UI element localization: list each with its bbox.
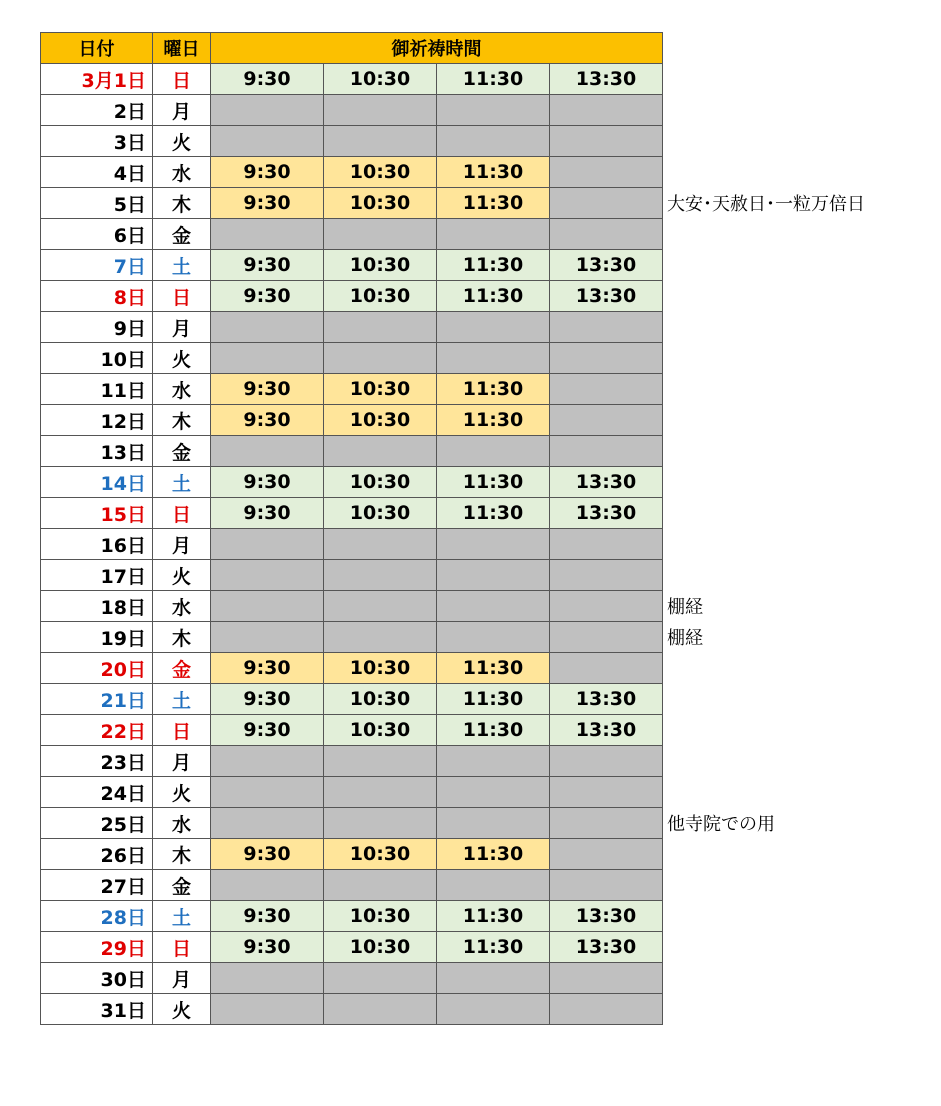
closed-slot-cell (211, 560, 324, 591)
weekday-cell: 木 (153, 188, 211, 219)
weekday-cell: 土 (153, 684, 211, 715)
schedule-row (41, 746, 663, 777)
time-slot-cell: 13:30 (550, 932, 663, 963)
time-slot-cell: 11:30 (437, 157, 550, 188)
closed-slot-cell (211, 529, 324, 560)
time-slot-cell: 9:30 (211, 932, 324, 963)
closed-slot-cell (550, 436, 663, 467)
closed-slot-cell (211, 312, 324, 343)
date-cell: 29日 (41, 932, 153, 963)
closed-slot-cell (437, 126, 550, 157)
closed-slot-cell (550, 777, 663, 808)
weekday-cell: 日 (153, 64, 211, 95)
time-slot-cell: 9:30 (211, 839, 324, 870)
weekday-cell: 水 (153, 157, 211, 188)
closed-slot-cell (550, 994, 663, 1025)
closed-slot-cell (211, 591, 324, 622)
date-cell: 2日 (41, 95, 153, 126)
date-cell: 6日 (41, 219, 153, 250)
closed-slot-cell (550, 746, 663, 777)
date-cell: 25日 (41, 808, 153, 839)
row-note: 棚経 (667, 597, 703, 618)
date-cell: 18日 (41, 591, 153, 622)
date-cell: 10日 (41, 343, 153, 374)
date-cell: 5日 (41, 188, 153, 219)
time-slot-cell: 10:30 (324, 653, 437, 684)
closed-slot-cell (324, 994, 437, 1025)
date-cell: 7日 (41, 250, 153, 281)
closed-slot-cell (437, 529, 550, 560)
weekday-cell: 水 (153, 591, 211, 622)
closed-slot-cell (550, 839, 663, 870)
schedule-row (41, 498, 663, 529)
weekday-cell: 月 (153, 529, 211, 560)
time-slot-cell: 13:30 (550, 901, 663, 932)
date-cell: 16日 (41, 529, 153, 560)
schedule-row (41, 374, 663, 405)
weekday-cell: 月 (153, 312, 211, 343)
weekday-cell: 火 (153, 343, 211, 374)
schedule-row (41, 715, 663, 746)
weekday-cell: 金 (153, 219, 211, 250)
closed-slot-cell (550, 963, 663, 994)
closed-slot-cell (550, 560, 663, 591)
time-slot-cell: 11:30 (437, 932, 550, 963)
time-slot-cell: 10:30 (324, 715, 437, 746)
date-cell: 23日 (41, 746, 153, 777)
time-slot-cell: 9:30 (211, 901, 324, 932)
closed-slot-cell (324, 95, 437, 126)
schedule-row (41, 777, 663, 808)
date-cell: 12日 (41, 405, 153, 436)
closed-slot-cell (437, 963, 550, 994)
time-slot-cell: 10:30 (324, 901, 437, 932)
time-slot-cell: 11:30 (437, 715, 550, 746)
time-slot-cell: 10:30 (324, 684, 437, 715)
time-slot-cell: 11:30 (437, 684, 550, 715)
weekday-cell: 日 (153, 281, 211, 312)
closed-slot-cell (550, 188, 663, 219)
header-weekday: 曜日 (153, 33, 211, 64)
schedule-row (41, 994, 663, 1025)
closed-slot-cell (211, 126, 324, 157)
weekday-cell: 火 (153, 126, 211, 157)
schedule-row (41, 684, 663, 715)
closed-slot-cell (437, 870, 550, 901)
closed-slot-cell (550, 219, 663, 250)
weekday-cell: 金 (153, 653, 211, 684)
schedule-row (41, 250, 663, 281)
date-cell: 15日 (41, 498, 153, 529)
closed-slot-cell (324, 436, 437, 467)
closed-slot-cell (437, 312, 550, 343)
closed-slot-cell (324, 343, 437, 374)
closed-slot-cell (550, 126, 663, 157)
time-slot-cell: 9:30 (211, 467, 324, 498)
time-slot-cell: 10:30 (324, 250, 437, 281)
time-slot-cell: 11:30 (437, 64, 550, 95)
weekday-cell: 木 (153, 839, 211, 870)
date-cell: 13日 (41, 436, 153, 467)
closed-slot-cell (211, 808, 324, 839)
time-slot-cell: 9:30 (211, 281, 324, 312)
closed-slot-cell (211, 777, 324, 808)
schedule-row (41, 126, 663, 157)
closed-slot-cell (324, 777, 437, 808)
closed-slot-cell (550, 343, 663, 374)
date-cell: 3月1日 (41, 64, 153, 95)
closed-slot-cell (550, 374, 663, 405)
schedule-row (41, 188, 663, 219)
schedule-row (41, 963, 663, 994)
closed-slot-cell (211, 219, 324, 250)
closed-slot-cell (211, 963, 324, 994)
weekday-cell: 土 (153, 467, 211, 498)
closed-slot-cell (211, 746, 324, 777)
schedule-row (41, 219, 663, 250)
time-slot-cell: 9:30 (211, 684, 324, 715)
date-cell: 26日 (41, 839, 153, 870)
closed-slot-cell (550, 95, 663, 126)
weekday-cell: 土 (153, 901, 211, 932)
closed-slot-cell (437, 591, 550, 622)
time-slot-cell: 10:30 (324, 839, 437, 870)
time-slot-cell: 10:30 (324, 932, 437, 963)
weekday-cell: 火 (153, 777, 211, 808)
closed-slot-cell (550, 870, 663, 901)
time-slot-cell: 10:30 (324, 498, 437, 529)
closed-slot-cell (550, 157, 663, 188)
time-slot-cell: 11:30 (437, 653, 550, 684)
closed-slot-cell (437, 95, 550, 126)
time-slot-cell: 9:30 (211, 405, 324, 436)
header-prayer-times: 御祈祷時間 (211, 33, 663, 64)
weekday-cell: 日 (153, 715, 211, 746)
closed-slot-cell (437, 343, 550, 374)
closed-slot-cell (437, 808, 550, 839)
schedule-row (41, 405, 663, 436)
row-note: 他寺院での用 (667, 814, 775, 835)
closed-slot-cell (211, 95, 324, 126)
schedule-row (41, 467, 663, 498)
schedule-row (41, 901, 663, 932)
date-cell: 31日 (41, 994, 153, 1025)
closed-slot-cell (550, 591, 663, 622)
weekday-cell: 日 (153, 498, 211, 529)
row-note: 棚経 (667, 628, 703, 649)
weekday-cell: 金 (153, 870, 211, 901)
row-note: 大安･天赦日･一粒万倍日 (667, 194, 865, 215)
date-cell: 27日 (41, 870, 153, 901)
weekday-cell: 木 (153, 405, 211, 436)
schedule-row (41, 312, 663, 343)
closed-slot-cell (324, 870, 437, 901)
time-slot-cell: 10:30 (324, 467, 437, 498)
time-slot-cell: 11:30 (437, 281, 550, 312)
time-slot-cell: 9:30 (211, 715, 324, 746)
time-slot-cell: 13:30 (550, 281, 663, 312)
closed-slot-cell (437, 622, 550, 653)
time-slot-cell: 11:30 (437, 374, 550, 405)
date-cell: 3日 (41, 126, 153, 157)
time-slot-cell: 9:30 (211, 498, 324, 529)
time-slot-cell: 13:30 (550, 684, 663, 715)
time-slot-cell: 13:30 (550, 64, 663, 95)
date-cell: 28日 (41, 901, 153, 932)
closed-slot-cell (437, 560, 550, 591)
closed-slot-cell (324, 560, 437, 591)
closed-slot-cell (550, 622, 663, 653)
schedule-row (41, 95, 663, 126)
time-slot-cell: 9:30 (211, 653, 324, 684)
time-slot-cell: 9:30 (211, 188, 324, 219)
schedule-row (41, 157, 663, 188)
schedule-row (41, 870, 663, 901)
closed-slot-cell (324, 529, 437, 560)
closed-slot-cell (324, 126, 437, 157)
weekday-cell: 火 (153, 560, 211, 591)
closed-slot-cell (324, 622, 437, 653)
weekday-cell: 金 (153, 436, 211, 467)
date-cell: 8日 (41, 281, 153, 312)
closed-slot-cell (211, 994, 324, 1025)
schedule-row (41, 343, 663, 374)
schedule-row (41, 281, 663, 312)
schedule-row (41, 560, 663, 591)
date-cell: 19日 (41, 622, 153, 653)
time-slot-cell: 9:30 (211, 64, 324, 95)
weekday-cell: 月 (153, 746, 211, 777)
closed-slot-cell (550, 405, 663, 436)
schedule-row (41, 436, 663, 467)
date-cell: 21日 (41, 684, 153, 715)
time-slot-cell: 13:30 (550, 467, 663, 498)
time-slot-cell: 11:30 (437, 498, 550, 529)
schedule-row (41, 529, 663, 560)
weekday-cell: 木 (153, 622, 211, 653)
schedule-row (41, 808, 663, 839)
closed-slot-cell (437, 994, 550, 1025)
header-row (41, 33, 663, 64)
closed-slot-cell (550, 529, 663, 560)
time-slot-cell: 13:30 (550, 250, 663, 281)
time-slot-cell: 11:30 (437, 901, 550, 932)
closed-slot-cell (324, 963, 437, 994)
schedule-body (41, 64, 663, 1025)
time-slot-cell: 13:30 (550, 498, 663, 529)
closed-slot-cell (324, 591, 437, 622)
time-slot-cell: 9:30 (211, 157, 324, 188)
time-slot-cell: 11:30 (437, 467, 550, 498)
date-cell: 4日 (41, 157, 153, 188)
date-cell: 30日 (41, 963, 153, 994)
time-slot-cell: 11:30 (437, 839, 550, 870)
closed-slot-cell (437, 746, 550, 777)
schedule-row (41, 64, 663, 95)
closed-slot-cell (437, 219, 550, 250)
date-cell: 24日 (41, 777, 153, 808)
time-slot-cell: 10:30 (324, 281, 437, 312)
closed-slot-cell (550, 808, 663, 839)
schedule-row (41, 591, 663, 622)
time-slot-cell: 13:30 (550, 715, 663, 746)
time-slot-cell: 10:30 (324, 374, 437, 405)
weekday-cell: 月 (153, 95, 211, 126)
closed-slot-cell (211, 870, 324, 901)
date-cell: 14日 (41, 467, 153, 498)
weekday-cell: 水 (153, 374, 211, 405)
closed-slot-cell (437, 436, 550, 467)
time-slot-cell: 10:30 (324, 188, 437, 219)
closed-slot-cell (324, 746, 437, 777)
time-slot-cell: 10:30 (324, 157, 437, 188)
schedule-row (41, 932, 663, 963)
schedule-row (41, 622, 663, 653)
time-slot-cell: 11:30 (437, 250, 550, 281)
date-cell: 11日 (41, 374, 153, 405)
weekday-cell: 水 (153, 808, 211, 839)
weekday-cell: 土 (153, 250, 211, 281)
time-slot-cell: 11:30 (437, 188, 550, 219)
time-slot-cell: 10:30 (324, 405, 437, 436)
closed-slot-cell (437, 777, 550, 808)
weekday-cell: 月 (153, 963, 211, 994)
header-date: 日付 (41, 33, 153, 64)
closed-slot-cell (211, 343, 324, 374)
time-slot-cell: 9:30 (211, 250, 324, 281)
date-cell: 9日 (41, 312, 153, 343)
closed-slot-cell (211, 622, 324, 653)
date-cell: 17日 (41, 560, 153, 591)
time-slot-cell: 10:30 (324, 64, 437, 95)
weekday-cell: 火 (153, 994, 211, 1025)
closed-slot-cell (324, 312, 437, 343)
closed-slot-cell (324, 219, 437, 250)
schedule-row (41, 653, 663, 684)
closed-slot-cell (550, 653, 663, 684)
time-slot-cell: 9:30 (211, 374, 324, 405)
weekday-cell: 日 (153, 932, 211, 963)
time-slot-cell: 11:30 (437, 405, 550, 436)
date-cell: 20日 (41, 653, 153, 684)
closed-slot-cell (324, 808, 437, 839)
schedule-row (41, 839, 663, 870)
closed-slot-cell (550, 312, 663, 343)
closed-slot-cell (211, 436, 324, 467)
prayer-schedule-table (40, 32, 663, 1025)
date-cell: 22日 (41, 715, 153, 746)
